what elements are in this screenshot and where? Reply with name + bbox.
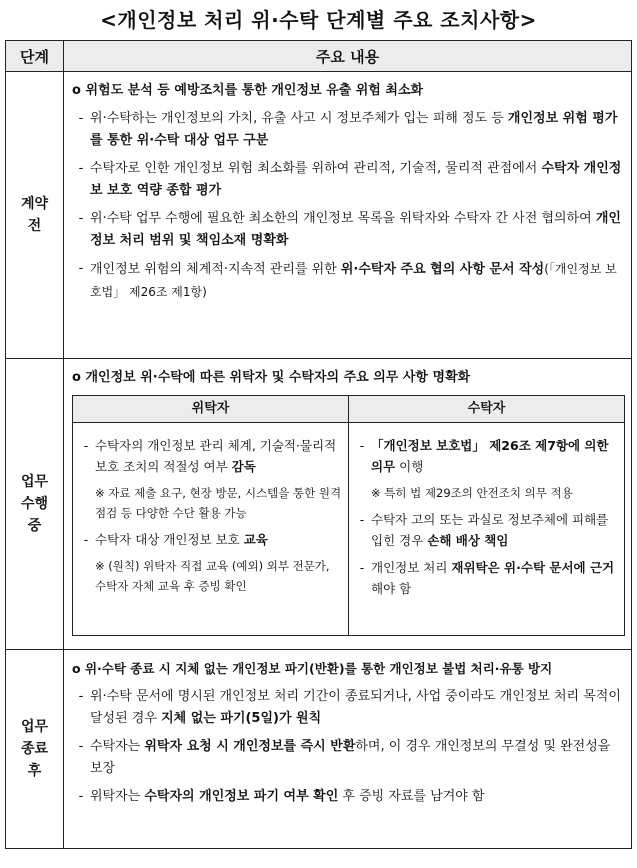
header-content: 주요 내용: [64, 41, 632, 72]
note: ※ 자료 제출 요구, 현장 방문, 시스템을 통한 원격 점검 등 다양한 수단 활용 가능: [95, 486, 342, 520]
phase-before-contract: [6, 72, 64, 359]
list-item: - 수탁자는 위탁자 요청 시 개인정보를 즉시 반환하며, 이 경우 개인정보의 무결성 및 완전성을 보장: [78, 739, 611, 776]
phase-label-line: 전: [27, 218, 42, 234]
list-item: - 수탁자 고의 또는 과실로 정보주체에 피해를 입힌 경우 손해 배상 책임: [359, 512, 609, 548]
row-during-work: [6, 359, 632, 650]
note: ※ 특히 법 제29조의 안전조치 의무 적용: [371, 486, 573, 500]
list-item: - 위·수탁 업무 수행에 필요한 최소한의 개인정보 목록을 위탁자와 수탁자 간 사전 협의하여 개인정보 처리 범위 및 책임소재 명확화: [78, 211, 621, 248]
table-header-row: [6, 41, 632, 72]
list-item: - 위·수탁 문서에 명시된 개인정보 처리 기간이 종료되거나, 사업 중이라도 개인정보 처리 목적이 달성된 경우 지체 없는 파기(5일)가 원칙: [78, 689, 621, 726]
list-item: - 개인정보 위험의 체계적·지속적 관리를 위한 위·수탁자 주요 협의 사항 문서 작성(「개인정보 보호법」 제26조 제1항): [78, 261, 617, 299]
phase-label-line: 계약: [20, 196, 49, 212]
obligations-table: [72, 395, 625, 636]
delegator-obligations: [73, 423, 349, 636]
measures-table: [5, 40, 632, 849]
phase-label-line: 업무: [20, 474, 49, 490]
list-item: - 위·수탁하는 개인정보의 가치, 유출 사고 시 정보주체가 입는 피해 정도 등 개인정보 위험 평가를 통한 위·수탁 대상 업무 구분: [78, 111, 618, 148]
delegatee-obligations: [349, 423, 625, 636]
row-after-work: [6, 650, 632, 849]
list-item: - 수탁자 대상 개인정보 보호 교육: [83, 532, 268, 547]
list-item: - 수탁자로 인한 개인정보 위험 최소화를 위하여 관리적, 기술적, 물리적 관점에서 수탁자 개인정보 보호 역량 종합 평가: [78, 161, 622, 198]
list-item: - 위탁자는 수탁자의 개인정보 파기 여부 확인 후 증빙 자료를 남겨야 함: [78, 789, 485, 804]
content-after-work: [64, 650, 632, 849]
page-title: <개인정보 처리 위·수탁 단계별 주요 조치사항>: [100, 8, 537, 32]
phase-label-line: 종료: [20, 741, 49, 757]
content-before-contract: [64, 72, 632, 359]
note: ※ (원칙) 위탁자 직접 교육 (예외) 외부 전문가, 수탁자 자체 교육 후 증빙 확인: [95, 559, 330, 593]
section-heading: o 개인정보 위·수탁에 따른 위탁자 및 수탁자의 주요 의무 사항 명확화: [72, 370, 471, 385]
list-item: - 개인정보 처리 재위탁은 위·수탁 문서에 근거해야 함: [359, 560, 615, 596]
content-during-work: [64, 359, 632, 650]
row-before-contract: [6, 72, 632, 359]
section-heading: o 위·수탁 종료 시 지체 없는 개인정보 파기(반환)를 통한 개인정보 불법 처리·유통 방지: [72, 661, 553, 676]
phase-label-line: 업무: [20, 719, 49, 735]
delegatee-header: 수탁자: [349, 396, 625, 423]
phase-label-line: 중: [27, 518, 42, 534]
section-heading: o 위험도 분석 등 예방조치를 통한 개인정보 유출 위험 최소화: [72, 83, 424, 98]
phase-after-work: [6, 650, 64, 849]
phase-during-work: [6, 359, 64, 650]
phase-label-line: 후: [27, 763, 42, 779]
phase-label-line: 수행: [20, 496, 49, 512]
list-item: - 수탁자의 개인정보 관리 체계, 기술적·물리적 보호 조치의 적절성 여부 감독: [83, 438, 337, 474]
header-phase: 단계: [6, 41, 64, 72]
list-item: - 「개인정보 보호법」 제26조 제7항에 의한 의무 이행: [359, 438, 609, 474]
delegator-header: 위탁자: [73, 396, 349, 423]
